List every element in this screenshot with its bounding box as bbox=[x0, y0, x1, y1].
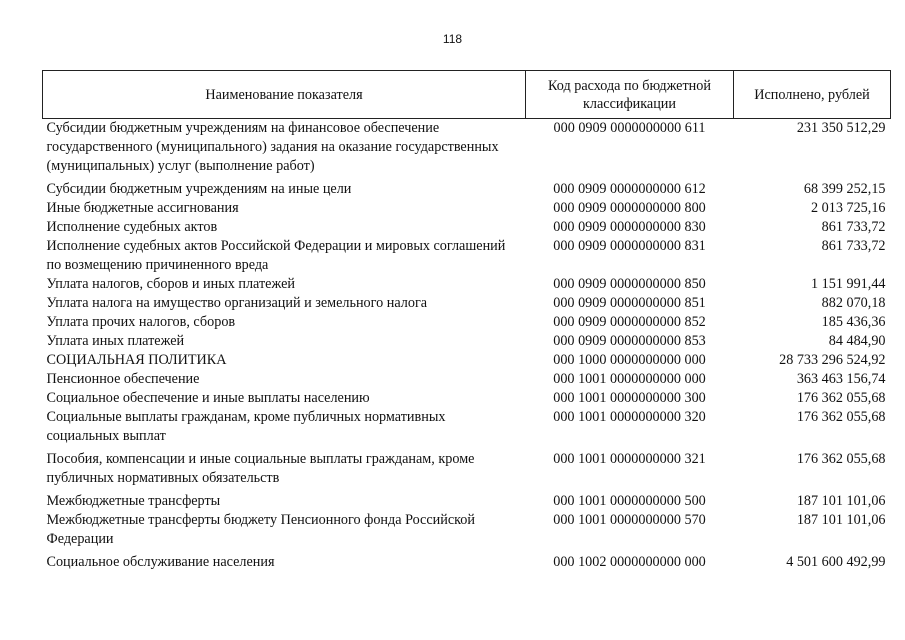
indicator-name: Уплата налога на имущество организаций и земельного налога bbox=[46, 295, 428, 311]
executed-amount: 187 101 101,06 bbox=[796, 512, 886, 528]
table-row bbox=[43, 313, 891, 332]
budget-code: 000 1001 0000000000 321 bbox=[553, 451, 706, 467]
budget-code: 000 0909 0000000000 850 bbox=[553, 276, 706, 292]
table-row bbox=[43, 294, 891, 313]
table-row bbox=[43, 450, 891, 492]
indicator-name: Социальные выплаты гражданам, кроме публичных нормативных социальных выплат bbox=[46, 409, 446, 444]
executed-amount: 176 362 055,68 bbox=[796, 409, 886, 425]
table-row bbox=[43, 199, 891, 218]
indicator-name: Межбюджетные трансферты бюджету Пенсионного фонда Российской Федерации bbox=[46, 512, 475, 547]
executed-amount: 176 362 055,68 bbox=[796, 451, 886, 467]
budget-code: 000 0909 0000000000 852 bbox=[553, 314, 706, 330]
column-header-amount: Исполнено, рублей bbox=[734, 71, 891, 119]
budget-code: 000 1001 0000000000 320 bbox=[553, 409, 706, 425]
executed-amount: 176 362 055,68 bbox=[796, 390, 886, 406]
table-row bbox=[43, 511, 891, 553]
executed-amount: 2 013 725,16 bbox=[811, 200, 886, 216]
indicator-name: Уплата прочих налогов, сборов bbox=[46, 314, 236, 330]
executed-amount: 231 350 512,29 bbox=[796, 120, 886, 136]
table-row bbox=[43, 180, 891, 199]
executed-amount: 1 151 991,44 bbox=[811, 276, 886, 292]
executed-amount: 882 070,18 bbox=[821, 295, 886, 311]
budget-code: 000 0909 0000000000 831 bbox=[553, 238, 706, 254]
indicator-name: СОЦИАЛЬНАЯ ПОЛИТИКА bbox=[46, 352, 227, 368]
indicator-name: Социальное обеспечение и иные выплаты населению bbox=[46, 390, 370, 406]
indicator-name: Субсидии бюджетным учреждениям на иные цели bbox=[46, 181, 352, 197]
budget-code: 000 0909 0000000000 853 bbox=[553, 333, 706, 349]
budget-code: 000 1001 0000000000 500 bbox=[553, 493, 706, 509]
budget-code: 000 1002 0000000000 000 bbox=[553, 554, 706, 570]
budget-code: 000 0909 0000000000 800 bbox=[553, 200, 706, 216]
table-row bbox=[43, 332, 891, 351]
indicator-name: Пенсионное обеспечение bbox=[46, 371, 200, 387]
executed-amount: 185 436,36 bbox=[821, 314, 886, 330]
executed-amount: 861 733,72 bbox=[821, 219, 886, 235]
table-row bbox=[43, 351, 891, 370]
table-header-row bbox=[43, 71, 891, 119]
indicator-name: Социальное обслуживание населения bbox=[46, 554, 275, 570]
indicator-name: Пособия, компенсации и иные социальные выплаты гражданам, кроме публичных нормативных обязательств bbox=[46, 451, 475, 486]
table-row bbox=[43, 275, 891, 294]
indicator-name: Иные бюджетные ассигнования bbox=[46, 200, 239, 216]
budget-code: 000 1001 0000000000 000 bbox=[553, 371, 706, 387]
budget-code: 000 0909 0000000000 851 bbox=[553, 295, 706, 311]
indicator-name: Уплата налогов, сборов и иных платежей bbox=[46, 276, 295, 292]
executed-amount: 28 733 296 524,92 bbox=[779, 352, 886, 368]
table-row bbox=[43, 408, 891, 450]
indicator-name: Межбюджетные трансферты bbox=[46, 493, 221, 509]
budget-code: 000 1001 0000000000 570 bbox=[553, 512, 706, 528]
table-row bbox=[43, 218, 891, 237]
budget-execution-table bbox=[42, 70, 891, 572]
table-row bbox=[43, 119, 891, 181]
table-row bbox=[43, 553, 891, 572]
budget-code: 000 1000 0000000000 000 bbox=[553, 352, 706, 368]
column-header-code: Код расхода по бюджетной классификации bbox=[526, 71, 734, 119]
table-row bbox=[43, 237, 891, 275]
table-row bbox=[43, 370, 891, 389]
table-row bbox=[43, 492, 891, 511]
indicator-name: Уплата иных платежей bbox=[46, 333, 185, 349]
indicator-name: Субсидии бюджетным учреждениям на финансовое обеспечение государственного (муниципального) задания на оказание государственных (муниципальных) услуг (выполнение работ) bbox=[46, 120, 499, 174]
indicator-name: Исполнение судебных актов bbox=[46, 219, 218, 235]
table-row bbox=[43, 389, 891, 408]
executed-amount: 363 463 156,74 bbox=[796, 371, 886, 387]
executed-amount: 68 399 252,15 bbox=[803, 181, 886, 197]
executed-amount: 84 484,90 bbox=[828, 333, 886, 349]
budget-code: 000 0909 0000000000 611 bbox=[553, 120, 706, 136]
indicator-name: Исполнение судебных актов Российской Федерации и мировых соглашений по возмещению причиненного вреда bbox=[46, 238, 506, 273]
budget-code: 000 0909 0000000000 830 bbox=[553, 219, 706, 235]
budget-code: 000 0909 0000000000 612 bbox=[553, 181, 706, 197]
executed-amount: 4 501 600 492,99 bbox=[786, 554, 886, 570]
executed-amount: 861 733,72 bbox=[821, 238, 886, 254]
budget-code: 000 1001 0000000000 300 bbox=[553, 390, 706, 406]
page-number: 118 bbox=[442, 32, 463, 46]
executed-amount: 187 101 101,06 bbox=[796, 493, 886, 509]
column-header-name: Наименование показателя bbox=[43, 71, 526, 119]
